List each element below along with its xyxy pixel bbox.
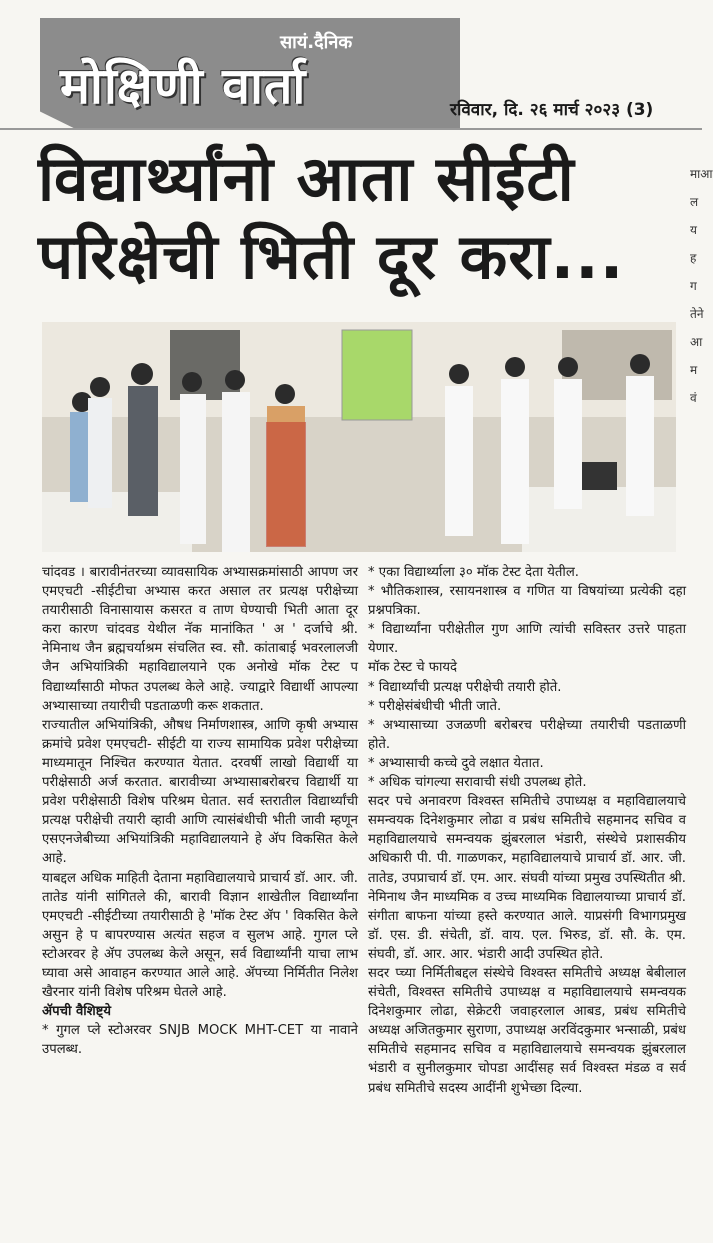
paragraph: राज्यातील अभियांत्रिकी, औषध निर्माणशास्त्र, आणि कृषी अभ्यास क्रमांचे प्रवेश एमएचटी- सीईटी या राज्य सामायिक प्रवेश परीक्षेच्या माध्यमातून निश्चित करण्यात येतात. दरवर्षी लाखो विद्यार्थी या परीक्षेसाठी अर्ज करतात. बारावीच्या अभ्यासाबरोबरच विद्यार्थी या प्रवेश परीक्षेसाठी विशेष परिश्रम घेतात. सर्व स्तरातील विद्यार्थ्यांची प्रत्यक्ष परीक्षेची तयारी व्हावी आणि त्यासंबंधीची भीती जावी म्हणून एसएनजेबीच्या अभियांत्रिकी महाविद्यालयाने हे ॲप विकसित केले आहे. [42,717,358,867]
right-column [368,563,686,1098]
masthead-subtitle: सायं.दैनिक [280,32,353,53]
paragraph: सदर प्च्या निर्मितीबद्दल संस्थेचे विश्वस्त समितीचे अध्यक्ष बेबीलाल संचेती, विश्वस्त समितीचे उपाध्यक्ष व महाविद्यालयाचे समन्वयक दिनेशकुमार लोढा, सेक्रेटरी जवाहरलाल आबड, प्रबंध समितीचे अध्यक्ष अजितकुमार सुराणा, उपाध्यक्ष अरविंदकुमार भन्साळी, प्रबंध समितीचे सहमानद सचिव व महाविद्यालयाचे समन्वयक झुंबरलाल भंडारी व सुनीलकुमार चोपडा आदींसह सर्व विश्वस्त मंडळ व सर्व प्रबंध समितीचे सदस्य आदींनी शुभेच्छा दिल्या. [368,965,686,1096]
benefit-item: * परीक्षेसंबंधीची भीती जाते. [368,698,502,714]
feature-item: * भौतिकशास्त्र, रसायनशास्त्र व गणित या विषयांच्या प्रत्येकी दहा प्रश्नपत्रिका. [368,584,686,619]
paragraph: सदर पचे अनावरण विश्वस्त समितीचे उपाध्यक्ष व महाविद्यालयाचे समन्वयक दिनेशकुमार लोढा व प्रबंध समितीचे सहमानद सचिव व महाविद्यालयाचे समन्वयक झुंबरलाल भंडारी, संस्थेचे प्रशासकीय अधिकारी पी. पी. गाळणकर, महाविद्यालयाचे प्राचार्य डॉ. आर. जी. तातेड, उपप्राचार्य डॉ. एम. आर. संघवी यांच्या प्रमुख उपस्थितीत श्री. नेमिनाथ जैन माध्यमिक व उच्च माध्यमिक विद्यालयाच्या प्राचार्य डॉ. संगीता बाफना यांच्या हस्ते करण्यात आले. याप्रसंगी विभागप्रमुख डॉ. एस. डी. संचेती, डॉ. वाय. एल. भिरुड, डॉ. सौ. के. एम. संघवी, डॉ. आर. आर. भंडारी आदी उपस्थित होते. [368,794,686,962]
event-photo [42,322,676,552]
benefits-heading: मॉक टेस्ट चे फायदे [368,660,458,676]
headline-line-2: परिक्षेची भिती दूर करा... [38,220,625,293]
dateline: रविवार, दि. २६ मार्च २०२३ (3) [450,100,654,120]
app-features-heading: ॲपची वैशिष्ट्ये [42,1004,112,1020]
masthead-title: मोक्षिणी वार्ता [60,57,307,115]
paragraph: याबद्दल अधिक माहिती देताना महाविद्यालयाचे प्राचार्य डॉ. आर. जी. तातेड यांनी सांगितले की, बारावी विज्ञान शाखेतील विद्यार्थ्यांना एमएचटी -सीईटीच्या तयारीसाठी हे 'मॉक टेस्ट ॲप ' विकसित केले असुन हे प बापरण्यास अत्यंत सहज व सुलभ आहे. गुगल प्ले स्टोअरवर हे ॲप उपलब्ध केले असून, सर्व विद्यार्थ्यांनी याचा लाभ घ्यावा असे आवाहन करण्यात आले आहे. ॲपच्या निर्मितीत निलेश खैरनार यांनी विशेष परिश्रम घेतले आहे. [42,870,358,1001]
benefit-item: * अधिक चांगल्या सरावाची संधी उपलब्ध होते. [368,775,587,791]
divider [0,128,702,130]
paragraph: चांदवड । बारावीनंतरच्या व्यावसायिक अभ्यासक्रमांसाठी आपण जर एमएचटी -सीईटीचा अभ्यास करत असाल तर प्रत्यक्ष परीक्षेच्या तयारीसाठी विनासायास कसरत व ताण घेण्याची भिती आता दूर करा कारण चांदवड येथील नॅक मानांकित ' अ ' दर्जाचे श्री. नेमिनाथ जैन ब्रह्मचर्याश्रम संचलित स्व. सौ. कांताबाई भवरलालजी जैन अभियांत्रिकी महाविद्यालयाने एक अनोखे मॉक टेस्ट प विद्यार्थ्यांसाठी मोफत उपलब्ध केले आहे. ज्याद्वारे विद्यार्थी आपल्या अभ्यासाच्या तयारीची पडताळणी करू शकतात. [42,565,358,714]
app-feature-item: * गुगल प्ले स्टोअरवर SNJB MOCK MHT-CET या नावाने उपलब्ध. [42,1023,358,1058]
benefit-item: * अभ्यासाच्या उजळणी बरोबरच परीक्षेच्या तयारीची पडताळणी होते. [368,717,686,752]
left-column [42,563,358,1059]
adjacent-column-edge: माआलय हगतेने आमवं [690,167,713,405]
benefit-item: * अभ्यासाची कच्चे दुवे लक्षात येतात. [368,755,544,771]
feature-item: * विद्यार्थ्यांना परीक्षेतील गुण आणि त्यांची सविस्तर उत्तरे पाहता येणार. [368,622,686,657]
benefit-item: * विद्यार्थ्यांची प्रत्यक्ष परीक्षेची तयारी होते. [368,679,562,695]
headline-line-1: विद्यार्थ्यांनो आता सीईटी [38,142,575,215]
feature-item: * एका विद्यार्थ्याला ३० मॉक टेस्ट देता येतील. [368,565,579,580]
